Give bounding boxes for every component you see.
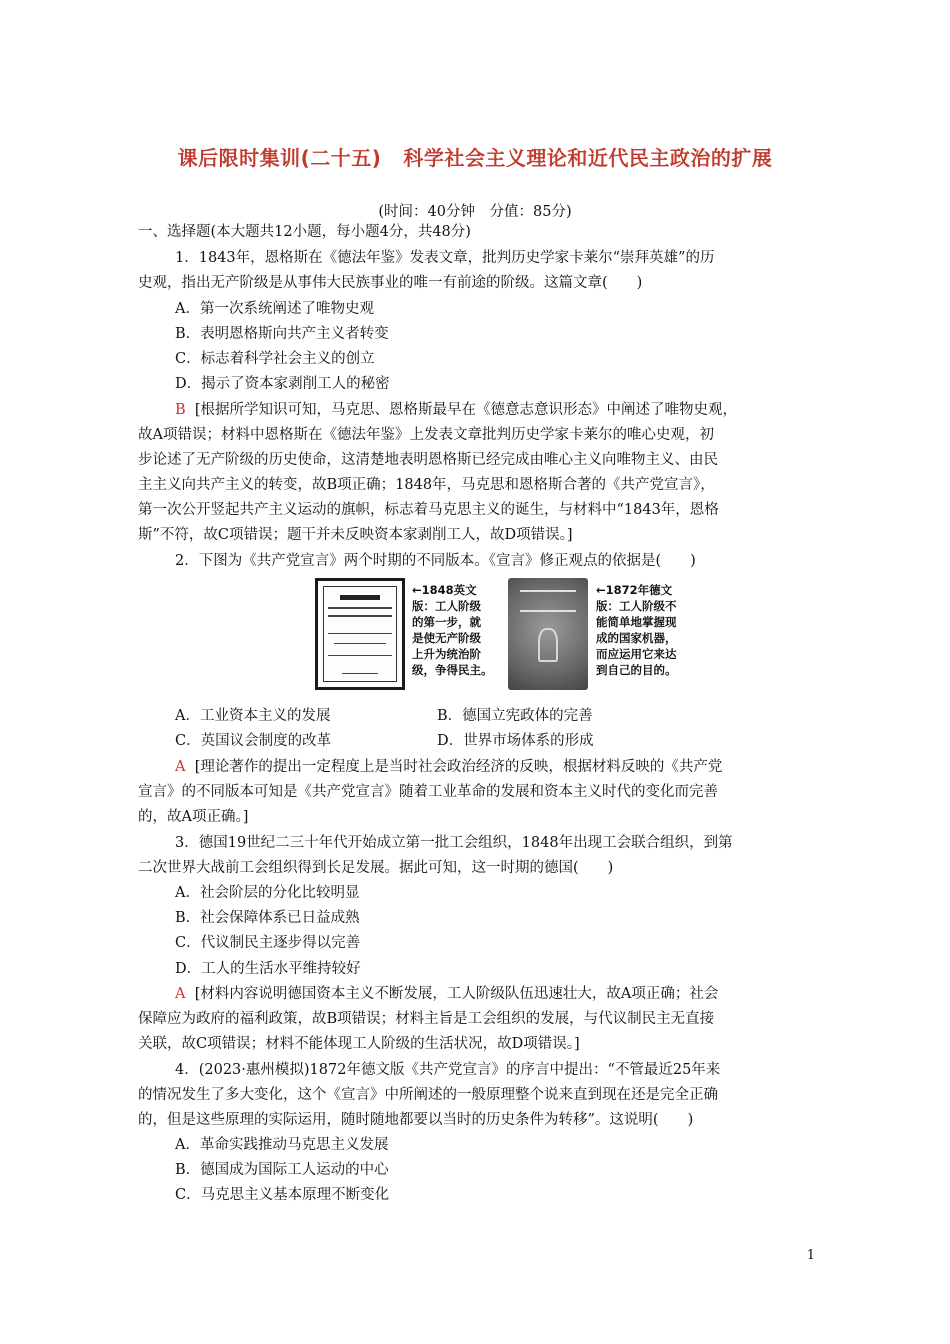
q2-option-b: B．德国立宪政体的完善: [437, 708, 593, 724]
manifesto-editions-figure: [315, 578, 675, 690]
manifesto-1872-cover-image: [508, 578, 588, 690]
q4-option-c: C．马克思主义基本原理不断变化: [175, 1187, 390, 1203]
q1-explanation-line: 步论述了无产阶级的历史使命，这清楚地表明恩格斯已经完成由唯心主义向唯物主义、由民: [138, 452, 718, 468]
page-number: 1: [806, 1248, 815, 1263]
q3-option-c: C．代议制民主逐步得以完善: [175, 935, 361, 951]
q1-explanation-line: B [根据所学知识可知，马克思、恩格斯最早在《德意志意识形态》中阐述了唯物史观，: [175, 402, 738, 418]
q3-explanation-line: 关联，故C项错误；材料不能体现工人阶级的生活状况，故D项错误。]: [138, 1036, 580, 1052]
q3-option-b: B．社会保障体系已日益成熟: [175, 910, 360, 926]
q3-option-a: A．社会阶层的分化比较明显: [175, 885, 360, 901]
q1-explanation-line: 斯”不符，故C项错误；题干并未反映资本家剥削工人，故D项错误。]: [138, 527, 573, 543]
q2-explanation-line: A [理论著作的提出一定程度上是当时社会政治经济的反映，根据材料反映的《共产党: [175, 759, 723, 775]
q3-explanation-line: A [材料内容说明德国资本主义不断发展，工人阶级队伍迅速壮大，故A项正确；社会: [175, 986, 719, 1002]
page-title: [0, 142, 950, 171]
time-score-info: (时间：40分钟 分值：85分): [378, 204, 572, 220]
q4-stem-line: 的情况发生了多大变化，这个《宣言》中所阐述的一般原理整个说来直到现在还是完全正确: [138, 1087, 718, 1103]
q4-stem-line: 的，但是这些原理的实际运用，随时随地都要以当时的历史条件为转移”。这说明( ): [138, 1112, 694, 1128]
q2-option-a: A．工业资本主义的发展: [175, 708, 331, 724]
q1-explanation-line: 主主义向共产主义的转变，故B项正确；1848年，马克思和恩格斯合著的《共产党宣言》，: [138, 477, 715, 493]
section-heading: 一、选择题(本大题共12小题，每小题4分，共48分): [138, 224, 471, 240]
q4-stem-line: 4．(2023·惠州模拟)1872年德文版《共产党宣言》的序言中提出：“不管最近25年来: [175, 1062, 721, 1078]
title-topic: 科学社会主义理论和近代民主政治的扩展: [403, 146, 773, 170]
q4-option-b: B．德国成为国际工人运动的中心: [175, 1162, 389, 1178]
q1-stem-line: 史观，指出无产阶级是从事伟大民族事业的唯一有前途的阶级。这篇文章( ): [138, 275, 643, 291]
q1-answer: B: [175, 402, 186, 418]
q1-option-b: B．表明恩格斯向共产主义者转变: [175, 326, 389, 342]
left-caption: ←1848英文 版：工人阶级 的第一步，就 是使无产阶级 上升为统治阶 级，争得民主。: [412, 583, 493, 677]
q3-stem-line: 3．德国19世纪二三十年代开始成立第一批工会组织，1848年出现工会联合组织，到第: [175, 835, 733, 851]
q3-explanation-line: 保障应为政府的福利政策，故B项错误；材料主旨是工会组织的发展，与代议制民主无直接: [138, 1011, 715, 1027]
q1-option-d: D．揭示了资本家剥削工人的秘密: [175, 376, 390, 392]
q4-option-a: A．革命实践推动马克思主义发展: [175, 1137, 389, 1153]
q2-answer: A: [175, 759, 186, 775]
q3-answer: A: [175, 986, 186, 1002]
q3-option-d: D．工人的生活水平维持较好: [175, 961, 361, 977]
q1-option-c: C．标志着科学社会主义的创立: [175, 351, 375, 367]
q2-option-c: C．英国议会制度的改革: [175, 733, 332, 749]
right-caption: ←1872年德文 版：工人阶级不 能简单地掌握现 成的国家机器， 而应运用它来达 到自己的目的。: [596, 583, 677, 677]
q2-explanation-line: 的，故A项正确。]: [138, 809, 249, 825]
q1-option-a: A．第一次系统阐述了唯物史观: [175, 301, 374, 317]
manifesto-1848-cover-image: [315, 578, 405, 690]
q1-explanation-line: 故A项错误；材料中恩格斯在《德法年鉴》上发表文章批判历史学家卡莱尔的唯心史观，初: [138, 427, 714, 443]
q1-stem-line: 1．1843年，恩格斯在《德法年鉴》发表文章，批判历史学家卡莱尔“崇拜英雄”的历: [175, 250, 715, 266]
q2-explanation-line: 宣言》的不同版本可知是《共产党宣言》随着工业革命的发展和资本主义时代的变化而完善: [138, 784, 718, 800]
q2-option-d: D．世界市场体系的形成: [437, 733, 594, 749]
title-series: 课后限时集训(二十五): [177, 146, 382, 170]
q3-stem-line: 二次世界大战前工会组织得到长足发展。据此可知，这一时期的德国( ): [138, 860, 614, 876]
q2-stem: 2．下图为《共产党宣言》两个时期的不同版本。《宣言》修正观点的依据是( ): [175, 553, 696, 569]
q1-explanation-line: 第一次公开竖起共产主义运动的旗帜，标志着马克思主义的诞生，与材料中“1843年，恩格: [138, 502, 719, 518]
